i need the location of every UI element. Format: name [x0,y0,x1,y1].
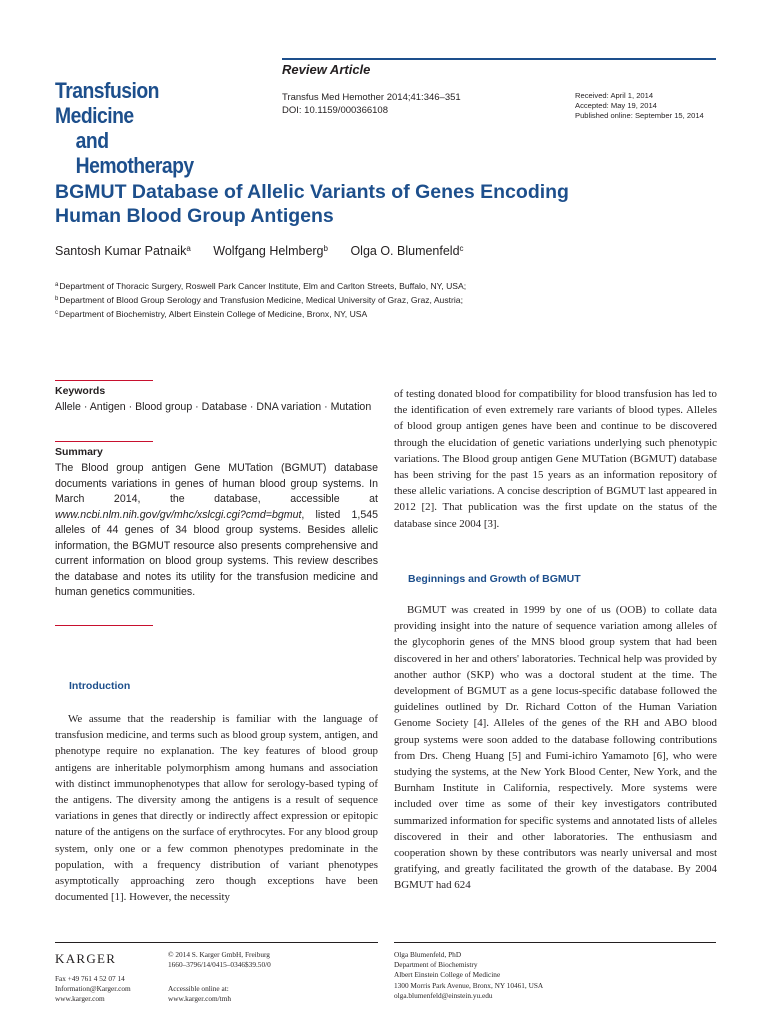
affiliation: $^c$Department of Biochemistry, Albert Einstein College of Medicine, Bronx, NY, USA [55,309,368,319]
introduction-heading: Introduction [69,680,131,692]
beginnings-heading: Beginnings and Growth of BGMUT [408,573,581,585]
author-list [55,244,483,258]
right-column-continuation [394,386,717,532]
date-accepted: Accepted: May 19, 2014 [575,101,657,110]
author-affiliation-mark: b [323,244,328,253]
summary-heading: Summary [55,446,103,458]
database-url-link[interactable]: www.ncbi.nlm.nih.gov/gv/mhc/xslcgi.cgi?cmd=bgmut [55,508,302,521]
author-affiliation-mark: c [459,244,464,253]
citation-doi: DOI: 10.1159/000366108 [282,105,388,116]
author: Santosh Kumar Patnaik$^a$ [55,244,191,258]
beginnings-body [394,602,717,894]
introduction-body [55,711,378,905]
contact-name: Olga Blumenfeld, PhD [394,950,462,959]
karger-logo: KARGER [55,951,117,966]
keywords-text: Allele · Antigen · Blood group · Database · DNA variation · Mutation [55,401,372,413]
accessible-url[interactable]: www.karger.com/tmh [168,994,232,1004]
date-received: Received: April 1, 2014 [575,91,654,100]
contact-college: Albert Einstein College of Medicine [394,970,501,980]
contact-address: 1300 Morris Park Avenue, Bronx, NY 10461, USA [394,980,544,990]
affiliation: $^b$Department of Blood Group Serology and Transfusion Medicine, Medical University of Graz, Graz, Austria; [55,295,463,305]
citation-journal: Transfus Med Hemother 2014;41:346–351 [282,92,461,103]
beginnings-paragraph: BGMUT was created in 1999 by one of us (OOB) to collate data providing insight into the nature of sequence variation among alleles of the glycophorin genes of the MNS blood group system that had been discovered in her and others' laboratories. Technical help was provided by another author (SKP) who was a doctoral student at the time. The development of BGMUT as a gene locus-specific database followed the guidelines outlined by Dr. Richard Cotton of the Human Variation Genome Society [4]. Alleles of the genes of the RH and ABO blood group systems were soon added to the database following contributions from Drs. Cheng Huang [5] and Fumi-ichiro Yamamoto [6], who were studying the systems, at the New York Blood Center, New York, and the Burnham Institute in California, respectively. More systems were included over time as some of their key investigators contributed summarized information for specific systems and annotated lists of alleles discovered in their and other laboratories. The enthusiasm and cooperation shown by these contributors was nearly universal and most gratifying, and greatly facilitated the growth of the database. By 2004 BGMUT had 624 [394,604,717,892]
publisher-website[interactable]: www.karger.com [55,994,105,1004]
summary-end-rule [55,625,153,626]
contact-dept: Department of Biochemistry [394,960,478,970]
footer-rule-right [394,942,716,943]
journal-logo-line1: Transfusion Medicine [55,78,159,128]
contact-email[interactable]: olga.blumenfeld@einstein.yu.edu [394,990,493,1000]
article-title [55,180,715,228]
issn: 1660–3796/14/0415–0346$39.50/0 [168,960,271,970]
author: Olga O. Blumenfeld$^c$ [350,244,464,258]
publisher-fax: Fax +49 761 4 52 07 14 [55,974,125,983]
article-title-line2: Human Blood Group Antigens [55,205,334,227]
keywords-heading: Keywords [55,385,106,397]
affiliation: $^a$Department of Thoracic Surgery, Roswell Park Cancer Institute, Elm and Carlton Streets, Buffalo, NY, USA; [55,281,467,291]
author-affiliation-mark: a [186,244,191,253]
article-title-line1: BGMUT Database of Allelic Variants of Genes Encoding [55,181,569,203]
footer-rule-left [55,942,378,943]
summary-text: The Blood group antigen Gene MUTation (BGMUT) database documents variations in genes of human blood group systems. In March 2014, the database, accessible at www.ncbi.nlm.nih.gov/gv/mhc/xslcgi.cgi?cmd=bgmut, listed 1,545 alleles of 44 genes of 34 blood group systems. Besides allelic information, the BGMUT resource also presents comprehensive and current information on blood group systems. This review describes the database and notes its utility for the transfusion medicine and human genetics communities. [55,462,378,598]
keywords-rule [55,380,153,381]
journal-logo [55,78,227,178]
correspondence-block [394,950,543,1001]
publisher-email[interactable]: Information@Karger.com [55,984,131,994]
copyright: © 2014 S. Karger GmbH, Freiburg [168,950,270,959]
author: Wolfgang Helmberg$^b$ [213,244,328,258]
journal-logo-line2: and Hemotherapy [75,128,194,178]
summary-rule [55,441,153,442]
continuation-paragraph: of testing donated blood for compatibility for blood transfusion has led to the identification of even extremely rare variants of blood types. Alleles of blood group antigen genes have been and continue to be discovered through the elucidation of genetic variations underlying such phenotypic variations. The Blood group antigen Gene MUTation (BGMUT) database has been striving for the past 15 years as an information repository of these allelic variations. A concise description of BGMUT last appeared in 2012 [2]. That publication was the first update on the status of the database since 2004 [3]. [394,388,717,530]
online-access [168,984,231,1004]
publisher-contact [55,974,131,1005]
copyright-block [168,950,271,970]
affiliations [55,279,466,321]
header-rule [282,58,716,60]
article-dates [575,91,704,121]
accessible-label: Accessible online at: [168,984,229,993]
date-published: Published online: September 15, 2014 [575,111,704,120]
introduction-paragraph: We assume that the readership is familiar with the language of transfusion medicine, and terms such as blood group system, antigen, and phenotype require no explanation. The key features of blood group antigens are inheritable polymorphism among humans and association with distinct immunophenotypes that allow for serology-based typing of the antigens. The diversity among the antigens is a result of sequence variations in genes that directly or indirectly affect expression or epitopic nature of the antigens on the surface of erythrocytes. For any blood group system, only one or a few common phenotypes predominate in the population, with a frequency distribution of variant phenotypes asymptotically approaching zero though exceptions have been documented [1]. However, the necessity [55,713,378,904]
citation [282,91,461,117]
article-type: Review Article [282,62,371,77]
